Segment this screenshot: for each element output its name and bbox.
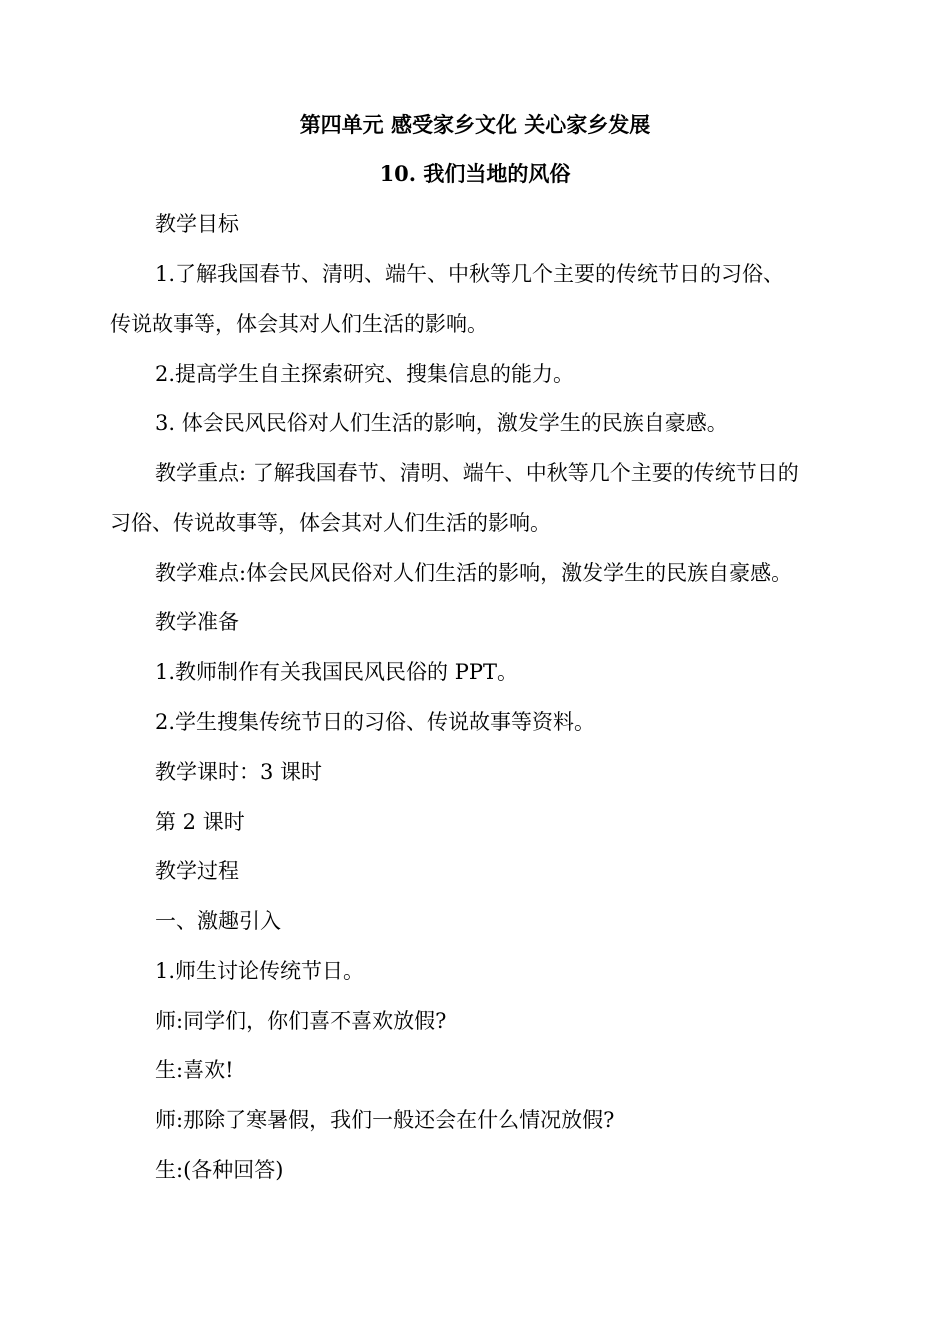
paragraph-line: 师:那除了寒暑假，我们一般还会在什么情况放假? — [155, 1108, 615, 1132]
paragraph-line: 2.学生搜集传统节日的习俗、传说故事等资料。 — [155, 710, 596, 734]
lesson-title: 10. 我们当地的风俗 — [379, 161, 571, 186]
paragraph-line: 教学目标 — [155, 212, 239, 236]
paragraph-line: 传说故事等，体会其对人们生活的影响。 — [110, 312, 488, 336]
paragraph-line: 2.提高学生自主探索研究、搜集信息的能力。 — [155, 362, 575, 386]
paragraph-line: 生:(各种回答) — [155, 1158, 284, 1182]
paragraph-line: 一、激趣引入 — [155, 909, 281, 933]
paragraph-line: 第 2 课时 — [155, 810, 245, 834]
paragraph-line: 教学准备 — [155, 610, 239, 634]
paragraph-line: 生:喜欢! — [155, 1058, 234, 1082]
paragraph-line: 师:同学们，你们喜不喜欢放假? — [155, 1009, 447, 1033]
paragraph-line: 1.了解我国春节、清明、端午、中秋等几个主要的传统节日的习俗、 — [155, 262, 785, 286]
paragraph-line: 教学重点: 了解我国春节、清明、端午、中秋等几个主要的传统节日的 — [155, 461, 799, 485]
unit-title: 第四单元 感受家乡文化 关心家乡发展 — [299, 112, 651, 137]
paragraph-line: 3. 体会民风民俗对人们生活的影响，激发学生的民族自豪感。 — [155, 411, 728, 435]
paragraph-line: 教学过程 — [155, 859, 239, 883]
paragraph-line: 习俗、传说故事等，体会其对人们生活的影响。 — [110, 511, 551, 535]
paragraph-line: 教学课时：3 课时 — [155, 760, 323, 784]
paragraph-line: 1.教师制作有关我国民风民俗的 PPT。 — [155, 660, 518, 684]
paragraph-line: 教学难点:体会民风民俗对人们生活的影响，激发学生的民族自豪感。 — [155, 561, 793, 585]
paragraph-line: 1.师生讨论传统节日。 — [155, 959, 365, 983]
